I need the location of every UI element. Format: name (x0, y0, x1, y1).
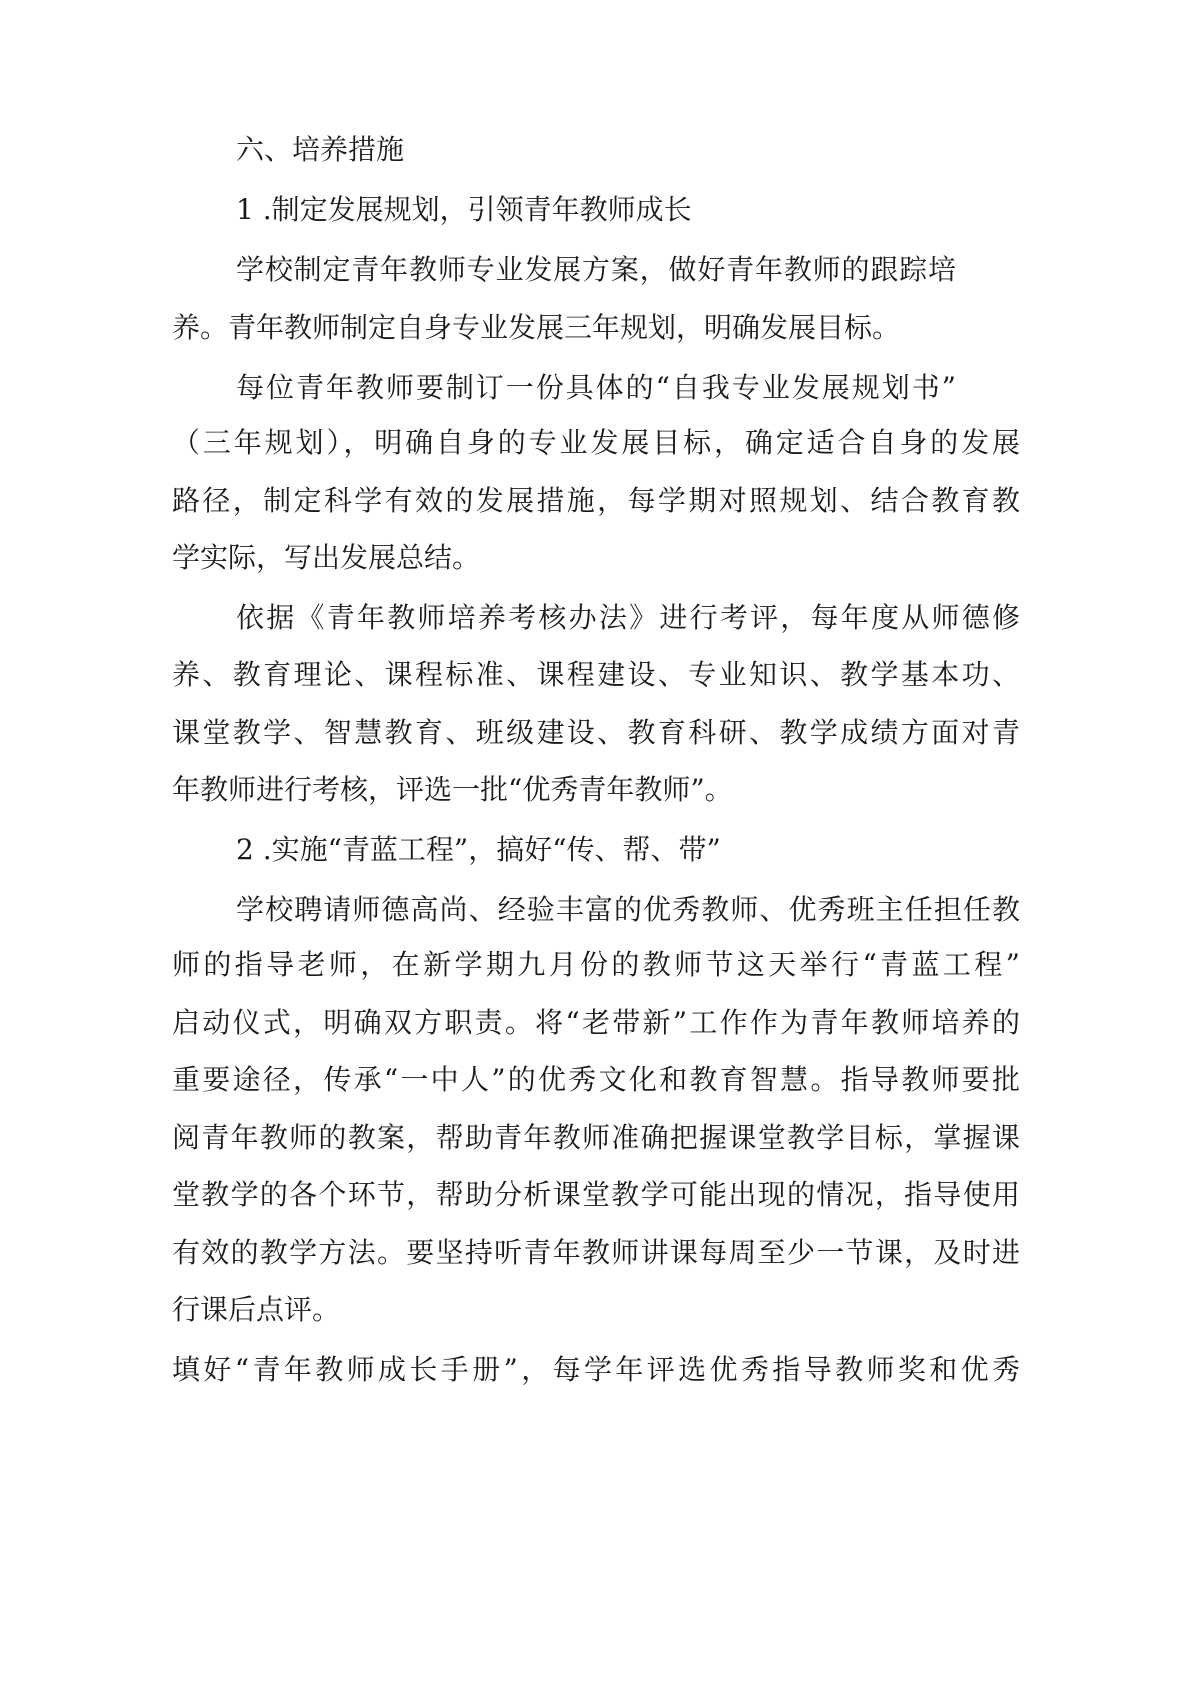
paragraph-line: 依据《青年教师培养考核办法》进行考评，每年度从师德修 (236, 601, 1020, 634)
paragraph-line: 行课后点评。 (172, 1293, 341, 1326)
paragraph-line: 填好“青年教师成长手册”，每学年评选优秀指导教师奖和优秀 (172, 1353, 1020, 1386)
paragraph-line: 路径，制定科学有效的发展措施，每学期对照规划、结合教育教 (172, 484, 1020, 517)
paragraph-line: 学校聘请师德高尚、经验丰富的优秀教师、优秀班主任担任教 (236, 893, 1020, 926)
paragraph-line: 学校制定青年教师专业发展方案，做好青年教师的跟踪培 (236, 253, 956, 286)
section-heading: 六、培养措施 (236, 133, 405, 166)
paragraph-line: （三年规划），明确自身的专业发展目标，确定适合自身的发展 (172, 426, 1020, 459)
paragraph-line: 课堂教学、智慧教育、班级建设、教育科研、教学成绩方面对青 (172, 716, 1020, 749)
paragraph-line: 堂教学的各个环节，帮助分析课堂教学可能出现的情况，指导使用 (172, 1178, 1020, 1211)
subsection-title-2: 2 .实施“青蓝工程”，搞好“传、帮、带” (236, 833, 721, 866)
paragraph-line: 重要途径，传承“一中人”的优秀文化和教育智慧。指导教师要批 (172, 1063, 1020, 1096)
paragraph-line: 有效的教学方法。要坚持听青年教师讲课每周至少一节课，及时进 (172, 1236, 1020, 1269)
paragraph-line: 学实际，写出发展总结。 (172, 541, 481, 574)
paragraph-line: 养。青年教师制定自身专业发展三年规划，明确发展目标。 (172, 311, 901, 344)
paragraph-line: 师的指导老师，在新学期九月份的教师节这天举行“青蓝工程” (172, 948, 1020, 981)
subsection-title-1: 1 .制定发展规划，引领青年教师成长 (236, 193, 692, 226)
paragraph-line: 阅青年教师的教案，帮助青年教师准确把握课堂教学目标，掌握课 (172, 1121, 1020, 1154)
paragraph-line: 年教师进行考核，评选一批“优秀青年教师”。 (172, 773, 733, 806)
paragraph-line: 每位青年教师要制订一份具体的“自我专业发展规划书” (236, 371, 956, 404)
paragraph-line: 启动仪式，明确双方职责。将“老带新”工作作为青年教师培养的 (172, 1006, 1020, 1039)
paragraph-line: 养、教育理论、课程标准、课程建设、专业知识、教学基本功、 (172, 658, 1020, 691)
